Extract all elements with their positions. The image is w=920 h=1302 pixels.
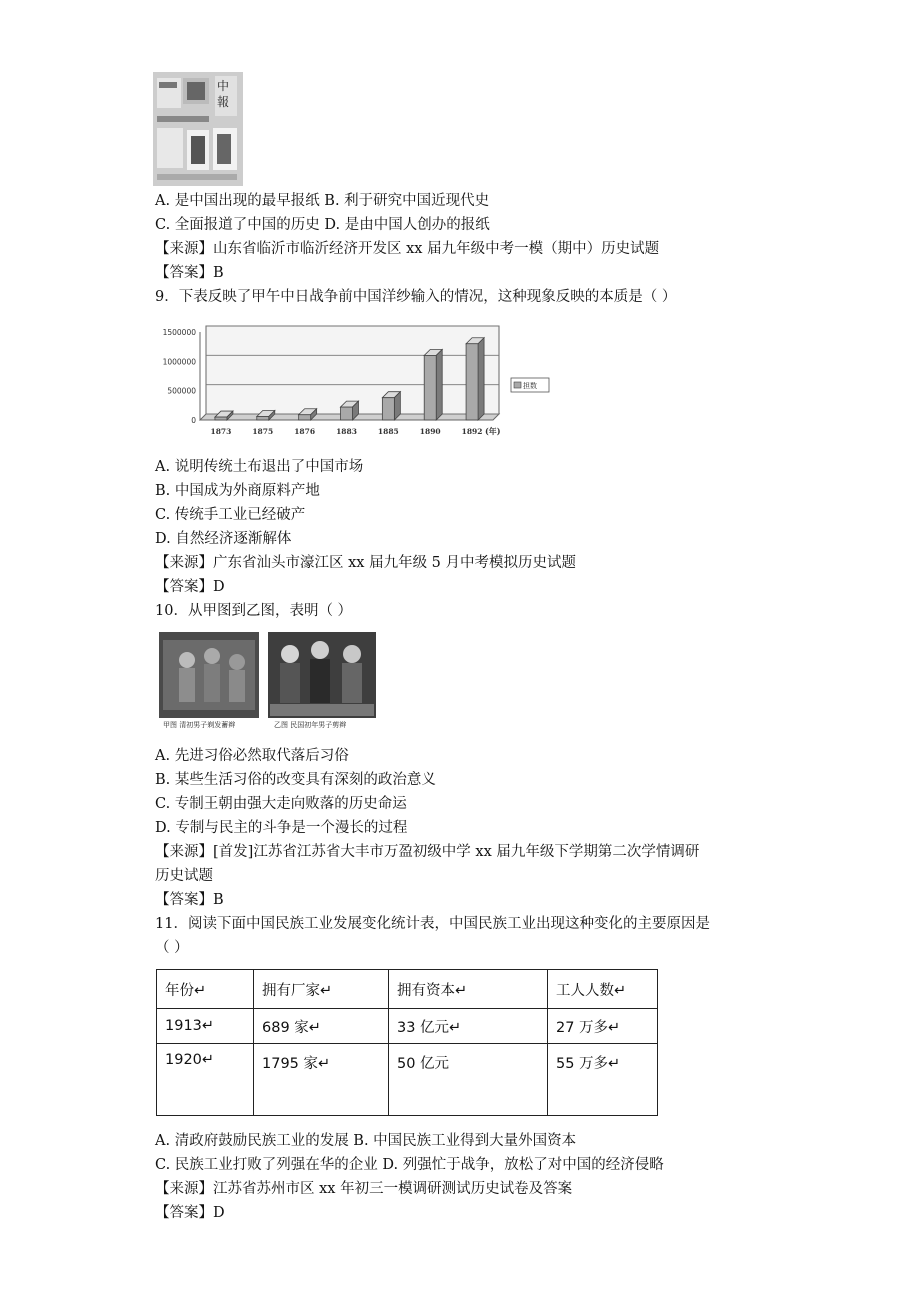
yarn-import-chart <box>155 322 555 446</box>
y-tick-label: 500000 <box>167 386 196 396</box>
table-cell: 689 家↵ <box>254 1009 389 1044</box>
newspaper-icon <box>153 72 243 186</box>
caption-jia: 甲图 清初男子剃发蓄辫 <box>163 721 236 729</box>
svg-text:中: 中 <box>217 79 230 93</box>
x-tick-label: 1890 <box>419 427 441 436</box>
table-cell: 33 亿元↵ <box>389 1009 548 1044</box>
q9-option-b: B. 中国成为外商原料产地 <box>155 483 320 499</box>
q11-options-cd: C. 民族工业打败了列强在华的企业 D. 列强忙于战争，放松了对中国的经济侵略 <box>155 1157 664 1173</box>
x-tick-label: 1875 <box>252 427 274 436</box>
q10-option-d: D. 专制与民主的斗争是一个漫长的过程 <box>155 820 408 836</box>
table-header-cell: 工人人数↵ <box>548 970 658 1009</box>
q11-source: 【来源】江苏省苏州市区 xx 年初三一模调研测试历史试卷及答案 <box>155 1181 573 1197</box>
bar <box>299 415 311 420</box>
table-row <box>157 1009 658 1044</box>
bar-side <box>478 338 484 420</box>
newspaper-image <box>153 72 243 186</box>
table-cell: 55 万多↵ <box>548 1044 658 1116</box>
q10-question: 10．从甲图到乙图，表明（ ） <box>155 603 353 619</box>
q10-option-c: C. 专制王朝由强大走向败落的历史命运 <box>155 796 407 812</box>
q10-source-line2: 历史试题 <box>155 868 213 884</box>
legend-swatch <box>514 382 521 388</box>
x-tick-label: 1876 <box>294 427 316 436</box>
bar <box>424 355 436 420</box>
bar <box>382 398 394 420</box>
yarn-import-bar-chart <box>155 322 555 446</box>
x-tick-label: 1892 <box>461 427 483 436</box>
q9-answer: 【答案】D <box>155 579 225 595</box>
x-tick-label: 1883 <box>336 427 357 436</box>
y-tick-label: 1500000 <box>162 328 196 337</box>
q10-source-line1: 【来源】[首发]江苏省江苏省大丰市万盈初级中学 xx 届九年级下学期第二次学情调研 <box>155 844 700 860</box>
y-tick-label: 0 <box>191 416 196 425</box>
industry-stats-table <box>156 969 658 1116</box>
q9-option-c: C. 传统手工业已经破产 <box>155 507 306 523</box>
q9-question: 9．下表反映了甲午中日战争前中国洋纱输入的情况，这种现象反映的本质是（ ） <box>155 289 677 305</box>
q8-source: 【来源】山东省临沂市临沂经济开发区 xx 届九年级中考一模（期中）历史试题 <box>155 241 660 257</box>
table-cell: 50 亿元 <box>389 1044 548 1116</box>
x-tick-label: 1873 <box>210 427 232 436</box>
bar <box>215 417 227 420</box>
x-tick-label: 1885 <box>377 427 399 436</box>
legend-label: 担数 <box>523 382 537 390</box>
q11-options-ab: A. 清政府鼓励民族工业的发展 B. 中国民族工业得到大量外国资本 <box>155 1133 577 1149</box>
q10-answer: 【答案】B <box>155 892 224 908</box>
q11-question-line1: 11．阅读下面中国民族工业发展变化统计表，中国民族工业出现这种变化的主要原因是 <box>155 916 710 932</box>
table-header-cell: 年份↵ <box>157 970 254 1009</box>
y-tick-label: 1000000 <box>162 357 196 367</box>
bar-side <box>436 349 442 420</box>
caption-yi: 乙图 民国初年男子剪辫 <box>274 721 347 729</box>
q11-question-line2: （ ） <box>155 940 189 956</box>
photo-jia <box>157 630 261 732</box>
bar <box>466 344 478 420</box>
q8-options-ab: A. 是中国出现的最早报纸 B. 利于研究中国近现代史 <box>155 193 490 209</box>
q8-options-cd: C. 全面报道了中国的历史 D. 是由中国人创办的报纸 <box>155 217 490 233</box>
photo-queue-icon <box>157 630 261 732</box>
q11-answer: 【答案】D <box>155 1205 225 1221</box>
photo-yi <box>266 630 378 732</box>
bar <box>257 416 269 420</box>
q9-option-d: D. 自然经济逐渐解体 <box>155 531 292 547</box>
table-header-cell: 拥有厂家↵ <box>254 970 389 1009</box>
q10-option-b: B. 某些生活习俗的改变具有深刻的政治意义 <box>155 772 436 788</box>
table-header-row <box>157 970 658 1009</box>
x-unit-label: (年) <box>485 426 501 436</box>
table-header-cell: 拥有资本↵ <box>389 970 548 1009</box>
photo-cutting-queue-icon <box>266 630 378 732</box>
table-cell: 1795 家↵ <box>254 1044 389 1116</box>
q10-option-a: A. 先进习俗必然取代落后习俗 <box>155 748 349 764</box>
table-cell: 27 万多↵ <box>548 1009 658 1044</box>
q9-source: 【来源】广东省汕头市濠江区 xx 届九年级 5 月中考模拟历史试题 <box>155 555 577 571</box>
table-row <box>157 1044 658 1116</box>
q9-option-a: A. 说明传统土布退出了中国市场 <box>155 459 364 475</box>
table-cell: 1920↵ <box>157 1044 254 1116</box>
bar <box>341 407 353 420</box>
table-cell: 1913↵ <box>157 1009 254 1044</box>
q8-answer: 【答案】B <box>155 265 224 281</box>
svg-text:報: 報 <box>217 95 230 109</box>
